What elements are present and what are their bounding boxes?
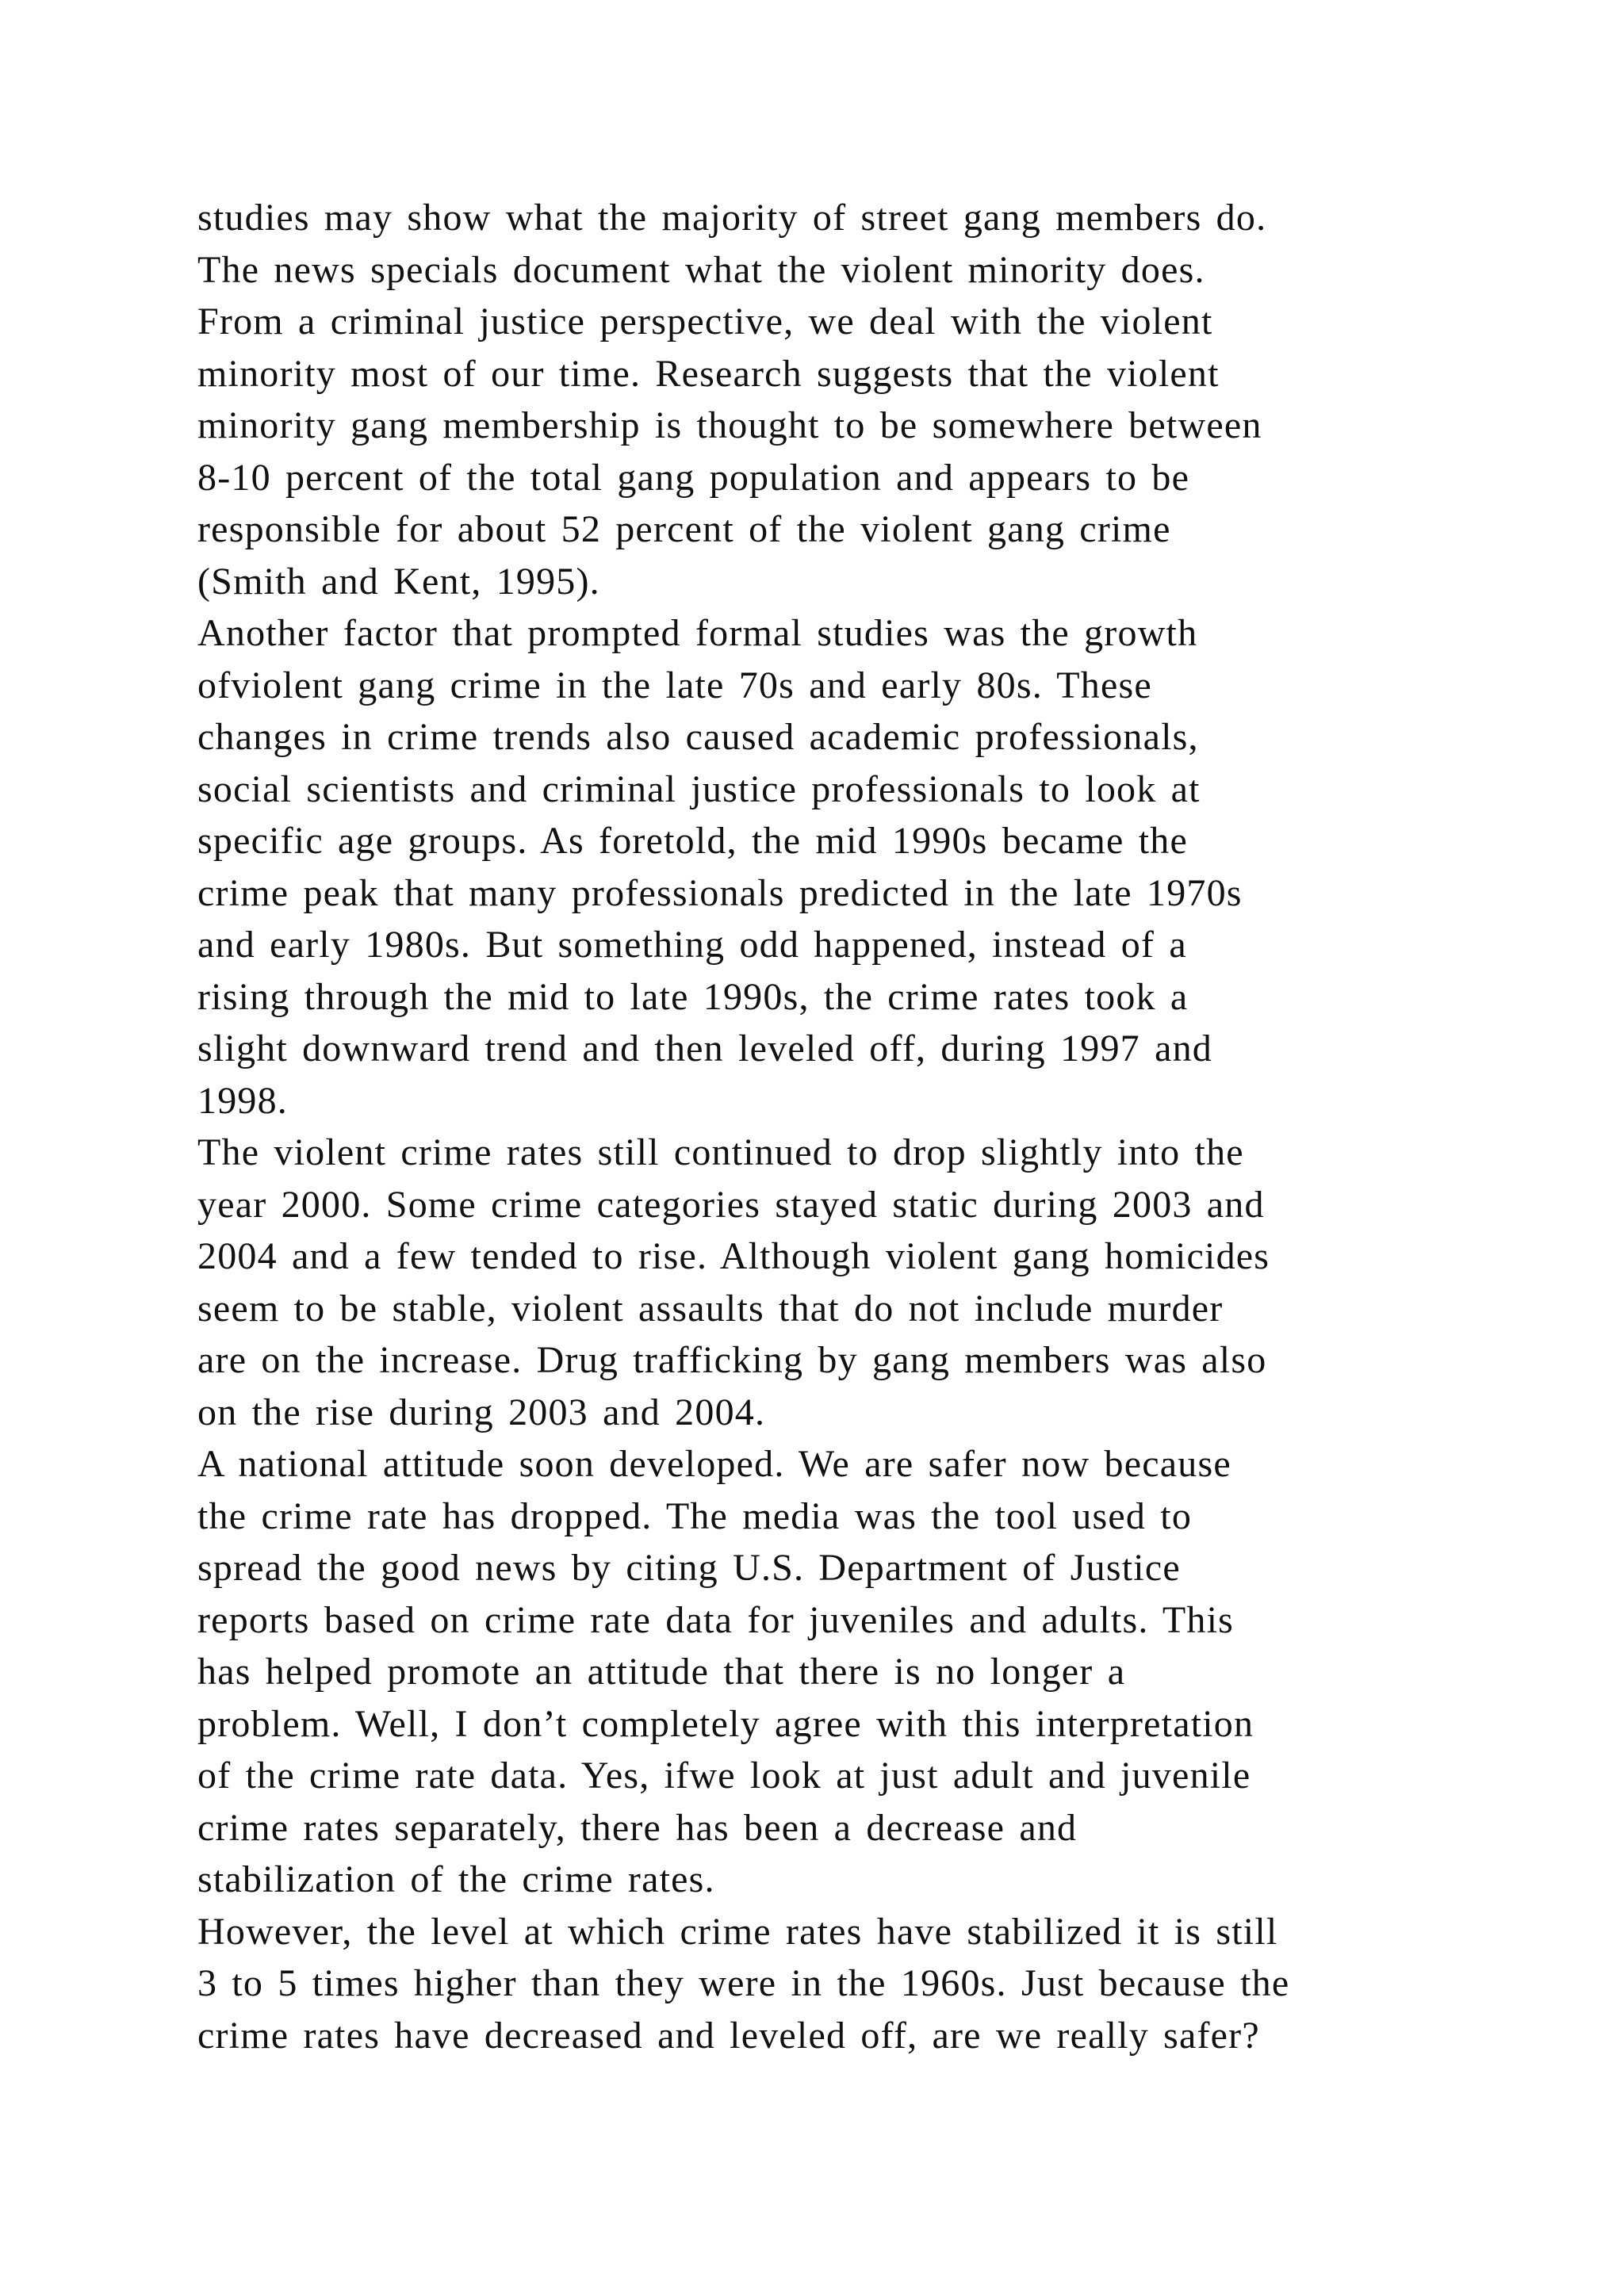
text-line-22: seem to be stable, violent assaults that do not include murder	[197, 1287, 1224, 1330]
text-line-5: minority gang membership is thought to be somewhere between	[197, 404, 1262, 446]
text-line-1: studies may show what the majority of street gang members do.	[197, 197, 1267, 239]
text-line-25: A national attitude soon developed. We are safer now because	[197, 1443, 1231, 1485]
text-line-33: stabilization of the crime rates.	[197, 1858, 715, 1900]
text-line-7: responsible for about 52 percent of the violent gang crime	[197, 508, 1171, 550]
text-line-34: However, the level at which crime rates have stabilized it is still	[197, 1910, 1278, 1953]
text-line-3: From a criminal justice perspective, we deal with the violent	[197, 300, 1213, 342]
text-line-32: crime rates separately, there has been a decrease and	[197, 1806, 1078, 1849]
text-line-19: The violent crime rates still continued to drop slightly into the	[197, 1131, 1244, 1173]
text-line-17: slight downward trend and then leveled off, during 1997 and	[197, 1027, 1212, 1070]
text-line-30: problem. Well, I don’t completely agree with this interpretation	[197, 1702, 1254, 1745]
text-line-21: 2004 and a few tended to rise. Although violent gang homicides	[197, 1235, 1270, 1277]
text-line-31: of the crime rate data. Yes, ifwe look at just adult and juvenile	[197, 1755, 1251, 1797]
text-line-6: 8-10 percent of the total gang population and appears to be	[197, 456, 1190, 499]
text-line-24: on the rise during 2003 and 2004.	[197, 1391, 766, 1433]
text-line-15: and early 1980s. But something odd happened, instead of a	[197, 924, 1187, 966]
text-line-11: changes in crime trends also caused academic professionals,	[197, 716, 1199, 758]
text-line-10: ofviolent gang crime in the late 70s and early 80s. These	[197, 664, 1152, 706]
body-text	[197, 192, 1450, 2061]
text-line-23: are on the increase. Drug trafficking by gang members was also	[197, 1339, 1267, 1381]
text-line-26: the crime rate has dropped. The media was the tool used to	[197, 1494, 1193, 1537]
text-line-18: 1998.	[197, 1079, 288, 1122]
text-line-27: spread the good news by citing U.S. Department of Justice	[197, 1547, 1181, 1589]
text-line-2: The news specials document what the violent minority does.	[197, 248, 1205, 291]
text-line-28: reports based on crime rate data for juveniles and adults. This	[197, 1598, 1235, 1641]
text-line-4: minority most of our time. Research suggests that the violent	[197, 352, 1220, 395]
text-line-36: crime rates have decreased and leveled off, are we really safer?	[197, 2014, 1260, 2057]
text-line-20: year 2000. Some crime categories stayed static during 2003 and	[197, 1183, 1265, 1226]
text-line-12: social scientists and criminal justice professionals to look at	[197, 767, 1201, 810]
text-line-29: has helped promote an attitude that there is no longer a	[197, 1651, 1126, 1693]
text-line-35: 3 to 5 times higher than they were in the 1960s. Just because the	[197, 1962, 1290, 2004]
text-line-9: Another factor that prompted formal studies was the growth	[197, 612, 1198, 654]
text-line-13: specific age groups. As foretold, the mid 1990s became the	[197, 820, 1188, 862]
text-line-8: (Smith and Kent, 1995).	[197, 560, 600, 603]
text-line-14: crime peak that many professionals predicted in the late 1970s	[197, 871, 1243, 914]
text-line-16: rising through the mid to late 1990s, the crime rates took a	[197, 975, 1189, 1018]
